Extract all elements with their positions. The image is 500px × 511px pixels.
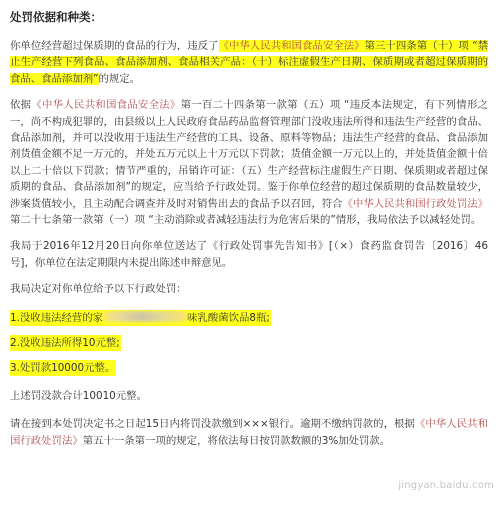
- law-reference-administrative-penalty: 《中华人民共和国行政处罚法》: [10, 418, 489, 447]
- paragraph-payment-pre: 请在接到本处罚决定书之日起15日内将罚没款缴到×××银行。逾期不缴纳罚款的，根据: [10, 418, 415, 431]
- paragraph-notice: 我局于2016年12月20日向你单位送达了《行政处罚事先告知书》[（×）食药监食罚告〔2016〕46号]，你单位在法定期限内未提出陈述申辩意见。: [10, 240, 488, 269]
- paragraph-total: 上述罚没款合计10010元整。: [10, 389, 147, 402]
- penalty-item-1-post: 味乳酸菌饮品8瓶;: [187, 311, 270, 324]
- watermark: jingyan.baidu.com: [398, 480, 494, 491]
- penalty-item-2-highlight: 2.没收违法所得10元整;: [10, 336, 120, 349]
- penalty-item-2: [10, 335, 488, 351]
- law-reference-administrative-penalty: 《中华人民共和国行政处罚法》: [342, 197, 489, 210]
- law-reference-food-safety: 《中华人民共和国食品安全法》: [218, 40, 365, 52]
- paragraph-legal-basis-body: 第一百二十四条第一款第（五）项 “违反本法规定，有下列情形之一，尚不构成犯罪的，由县级以上人民政府食品药品监督管理部门没收违法所得和违法生产经营的食品、食品添加剂，并可以没收用于违法生产经营的工具、设备、原料等物品；违法生产经营的食品、食品添加剂货值金额不足一万元的，并处五万元以上十万元以下罚款；货值金额一万元以上的，并处货值金额十倍以上二十倍以下罚款；情节严重的，吊销许可证：（五）生产经营标注虚假生产日期、保质期或者超过保质期的食品、食品添加剂”的规定，应当给予行政处罚。鉴于你单位经营的超过保质期的食品数量较少，涉案货值较小，且主动配合调查并及时对销售出去的食品予以召回，符合: [10, 99, 489, 210]
- paragraph-violation: [10, 38, 488, 87]
- paragraph-legal-basis-post: 第二十七条第一款第（一）项 “主动消除或者减轻违法行为危害后果的”情形，我局依法予以减轻处罚。: [10, 214, 482, 227]
- penalty-item-1: [10, 310, 488, 326]
- penalty-item-1-pre: 1.没收违法经营的家: [10, 311, 104, 324]
- section-title: 处罚依据和种类：: [10, 10, 102, 24]
- penalty-item-1-highlight: [10, 310, 271, 326]
- paragraph-payment: [10, 416, 488, 449]
- penalty-item-3: [10, 360, 488, 376]
- paragraph-payment-post: 第五十一条第一项的规定，将依法每日按罚款数额的3%加处罚款。: [82, 434, 391, 447]
- document-body: [10, 9, 488, 459]
- paragraph-legal-basis: [10, 97, 488, 228]
- redacted-product-name: [103, 311, 187, 322]
- law-reference-food-safety: 《中华人民共和国食品安全法》: [31, 99, 181, 112]
- paragraph-violation-pre: 你单位经营超过保质期的食品的行为，违反了: [10, 40, 219, 52]
- paragraph-decision-intro: 我局决定对你单位给予以下行政处罚：: [10, 283, 187, 296]
- penalty-item-3-highlight: 3.处罚款10000元整。: [10, 361, 116, 374]
- paragraph-legal-basis-pre: 依据: [10, 99, 32, 112]
- clause-text: 第三十四条第（十）项 “禁止生产经营下列食品、食品添加剂、食品相关产品：（十）标注虚假生产日期、保质期或者超过保质期的食品、食品添加剂”: [10, 40, 489, 85]
- paragraph-violation-post: 的规定。: [98, 72, 141, 85]
